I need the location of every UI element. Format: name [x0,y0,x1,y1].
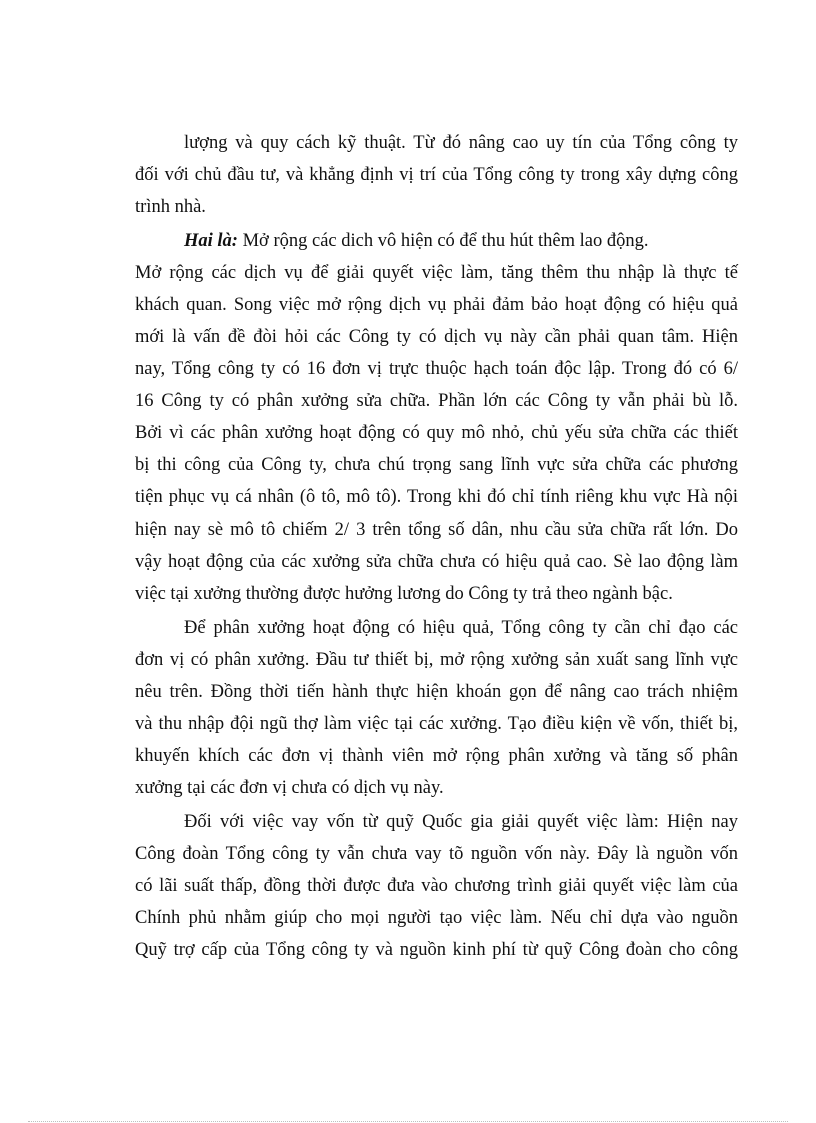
text-line: nêu trên. Đồng thời tiến hành thực hiện khoán gọn để nâng cao trách nhiệm [135,682,738,702]
text-line: đối với chủ đầu tư, và khẳng định vị trí của Tổng công ty trong xây dựng công [135,165,738,185]
text-line: hiện nay sè mô tô chiếm 2/ 3 trên tổng số dân, nhu cầu sửa chữa rất lớn. Do [135,520,738,540]
text-line: Quỹ trợ cấp của Tổng công ty và nguồn kinh phí từ quỹ Công đoàn cho công [135,940,738,960]
text-line: mới là vấn đề đòi hỏi các Công ty có dịch vụ này cần phải quan tâm. Hiện [135,327,738,347]
text-line: lượng và quy cách kỹ thuật. Từ đó nâng cao uy tín của Tổng công ty [184,133,738,153]
text-line: Để phân xưởng hoạt động có hiệu quả, Tổng công ty cần chỉ đạo các [184,618,738,638]
text-line: việc tại xưởng thường được hưởng lương do Công ty trả theo ngành bậc. [135,584,673,604]
text-line: Đối với việc vay vốn từ quỹ Quốc gia giải quyết việc làm: Hiện nay [184,812,738,832]
text-line: trình nhà. [135,197,206,217]
text-line: 16 Công ty có phân xưởng sửa chữa. Phần lớn các Công ty vẫn phải bù lỗ. [135,391,738,411]
text-line: Bởi vì các phân xưởng hoạt động có quy mô nhỏ, chủ yếu sửa chữa các thiết [135,423,738,443]
text-line: Chính phủ nhằm giúp cho mọi người tạo việc làm. Nếu chỉ dựa vào nguồn [135,908,738,928]
text-line: có lãi suất thấp, đồng thời được đưa vào chương trình giải quyết việc làm của [135,876,738,896]
text-line: khách quan. Song việc mở rộng dịch vụ phải đảm bảo hoạt động có hiệu quả [135,295,738,315]
text-line: Công đoàn Tổng công ty vẫn chưa vay tõ nguồn vốn này. Đây là nguồn vốn [135,844,738,864]
text-line: nay, Tổng công ty có 16 đơn vị trực thuộc hạch toán độc lập. Trong đó có 6/ [135,359,738,379]
text-line: xưởng tại các đơn vị chưa có dịch vụ này. [135,778,444,798]
section-heading-text: Mở rộng các dich vô hiện có để thu hút thêm lao động. [237,231,649,251]
section-lead-label: Hai là: [184,231,238,251]
text-line: đơn vị có phân xưởng. Đầu tư thiết bị, mở rộng xưởng sản xuất sang lĩnh vực [135,650,738,670]
section-heading-line [184,229,738,253]
text-line: Mở rộng các dịch vụ để giải quyết việc làm, tăng thêm thu nhập là thực tế [135,263,738,283]
text-line: bị thi công của Công ty, chưa chú trọng sang lĩnh vực sửa chữa các phương [135,455,738,475]
page-bottom-divider [28,1121,788,1122]
text-line: khuyến khích các đơn vị thành viên mở rộng phân xưởng và tăng số phân [135,746,738,766]
text-line: vậy hoạt động của các xưởng sửa chữa chưa có hiệu quả cao. Sè lao động làm [135,552,738,572]
text-line: và thu nhập đội ngũ thợ làm việc tại các xưởng. Tạo điều kiện về vốn, thiết bị, [135,714,738,734]
text-line: tiện phục vụ cá nhân (ô tô, mô tô). Trong khi đó chỉ tính riêng khu vực Hà nội [135,487,738,507]
